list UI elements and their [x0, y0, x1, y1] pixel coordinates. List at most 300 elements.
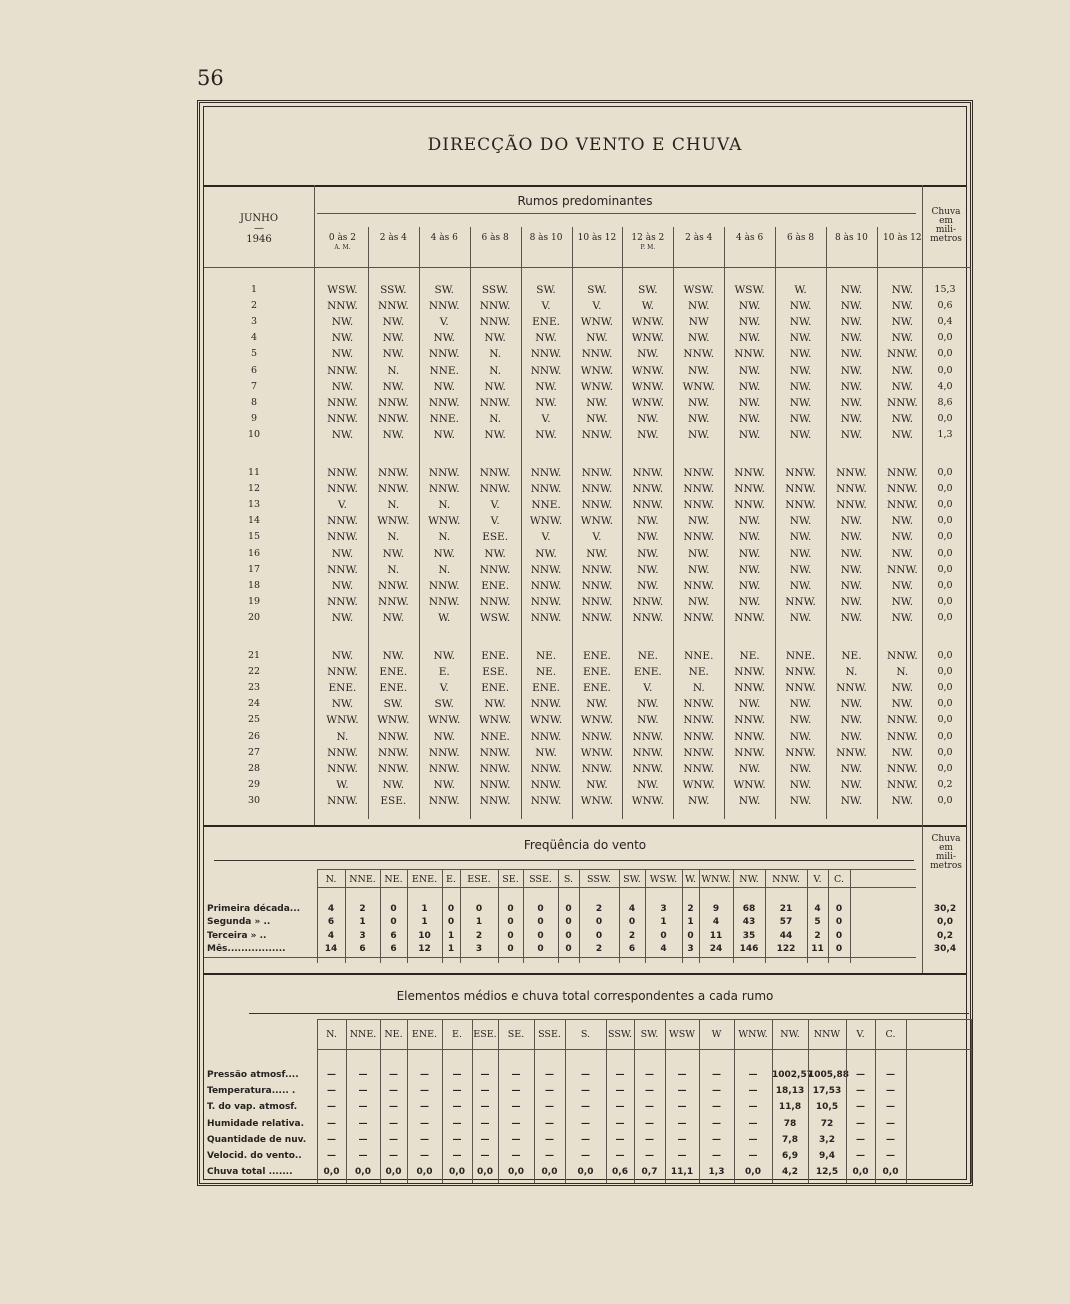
- elem-cell: 0,0: [385, 1167, 402, 1178]
- freq-column-header: E.: [446, 874, 456, 885]
- direction-cell: NW.: [331, 611, 354, 624]
- elem-cell: 0,0: [449, 1167, 465, 1178]
- direction-cell: N.: [387, 499, 400, 512]
- direction-cell: NNW.: [734, 666, 765, 679]
- direction-cell: NW.: [840, 698, 863, 711]
- rain-header-line: mili-: [935, 225, 957, 235]
- period-label: 10 às 12: [577, 233, 617, 243]
- direction-cell: NW.: [840, 762, 863, 775]
- direction-cell: V.: [541, 531, 551, 544]
- direction-cell: SW.: [587, 284, 607, 296]
- freq-row: [204, 904, 971, 917]
- direction-cell: N.: [387, 364, 400, 377]
- elem-column-header: NW.: [780, 1029, 800, 1040]
- direction-cell: NW.: [738, 579, 761, 592]
- direction-cell: NNW.: [530, 611, 562, 624]
- elem-cell: 72: [820, 1118, 834, 1129]
- freq-section-title: Freqüência do vento: [523, 838, 647, 852]
- period-header: [368, 233, 419, 243]
- direction-cell: NW.: [891, 611, 914, 624]
- direction-cell: ESE.: [482, 666, 509, 679]
- column-rule: [922, 185, 923, 825]
- column-rule: [442, 869, 443, 963]
- day-cell: 9: [250, 412, 258, 424]
- direction-cell: NNW.: [887, 467, 918, 479]
- direction-cell: NE.: [535, 666, 557, 679]
- elem-cell: —: [511, 1070, 521, 1080]
- direction-cell: NW.: [688, 332, 710, 345]
- period-label: 10 às 12: [883, 233, 922, 243]
- direction-cell: NW.: [738, 364, 761, 377]
- period-label: 6 às 8: [786, 233, 815, 243]
- freq-cell: 11: [811, 943, 824, 954]
- direction-cell: NNW.: [530, 483, 562, 496]
- elem-cell: —: [712, 1102, 721, 1113]
- column-rule: [419, 227, 420, 819]
- column-rule: [407, 869, 408, 963]
- direction-cell: V.: [541, 300, 551, 313]
- period-sub: A. M.: [334, 244, 351, 251]
- rain-cell: 0,0: [937, 483, 953, 495]
- period-header: [470, 233, 521, 243]
- period-label: 2 às 4: [685, 233, 713, 243]
- table-row: [204, 531, 971, 547]
- column-rule: [699, 869, 700, 963]
- row-label: T. do vap. atmosf.: [207, 1102, 298, 1113]
- direction-cell: SW.: [536, 284, 556, 296]
- freq-rain-cell: 0,2: [937, 930, 953, 941]
- direction-cell: W.: [438, 611, 451, 624]
- direction-cell: NNW.: [734, 467, 765, 479]
- elem-column-header: ESE.: [473, 1029, 497, 1040]
- direction-cell: NNW.: [581, 428, 613, 441]
- direction-cell: WNW.: [377, 515, 410, 528]
- direction-cell: NW.: [688, 396, 710, 409]
- elem-column-header: E.: [452, 1029, 462, 1040]
- elem-column-header: WNW.: [738, 1029, 768, 1040]
- title-separator: [204, 185, 966, 187]
- direction-cell: V.: [490, 515, 500, 528]
- direction-cell: NW.: [535, 396, 557, 409]
- direction-cell: NW.: [840, 730, 863, 743]
- direction-cell: NW.: [789, 547, 812, 560]
- elem-row: [204, 1070, 971, 1086]
- direction-cell: NW.: [789, 698, 812, 711]
- year-label: 1946: [246, 234, 272, 245]
- direction-cell: WNW.: [428, 515, 461, 528]
- direction-cell: NW.: [891, 531, 914, 544]
- elem-column-header: S.: [580, 1029, 591, 1040]
- direction-cell: NW.: [382, 348, 405, 361]
- rain-header-line: Chuva: [931, 207, 961, 217]
- row-label: Pressão atmosf....: [207, 1070, 299, 1080]
- direction-cell: NNW.: [683, 579, 715, 592]
- direction-cell: NW.: [891, 412, 914, 425]
- direction-cell: NW.: [891, 300, 914, 313]
- day-cell: 18: [247, 579, 261, 591]
- table-row: [204, 731, 971, 747]
- column-rule: [317, 1019, 318, 1183]
- direction-cell: NNW.: [479, 794, 511, 807]
- direction-cell: NW.: [688, 595, 710, 608]
- direction-cell: W.: [336, 778, 349, 791]
- table-row: [204, 332, 971, 348]
- elem-cell: —: [677, 1151, 687, 1161]
- direction-cell: WNW.: [631, 364, 664, 377]
- day-cell: 8: [250, 396, 258, 408]
- column-rule: [380, 869, 381, 963]
- direction-cell: NNW.: [683, 467, 715, 479]
- direction-cell: WNW.: [580, 380, 614, 393]
- direction-cell: NW.: [738, 794, 761, 807]
- column-rule: [368, 227, 369, 819]
- direction-cell: NNW.: [530, 364, 562, 377]
- freq-column-header: SSW.: [587, 874, 611, 885]
- direction-cell: NW.: [789, 428, 812, 441]
- row-rule: [317, 213, 916, 214]
- direction-cell: NW.: [331, 650, 354, 662]
- day-cell: 23: [247, 682, 261, 694]
- rain-cell: 0,0: [937, 563, 953, 575]
- table-row: [204, 564, 971, 580]
- elem-cell: —: [358, 1134, 368, 1145]
- direction-cell: NW.: [484, 428, 506, 441]
- direction-cell: V.: [439, 316, 449, 329]
- direction-cell: NNW.: [530, 348, 562, 361]
- freq-column-header: NNE.: [349, 874, 376, 885]
- elem-cell: —: [856, 1102, 865, 1113]
- table-row: [204, 580, 971, 596]
- rain-cell: 1,3: [937, 428, 953, 440]
- direction-cell: NNE.: [785, 650, 816, 662]
- elem-cell: —: [748, 1151, 758, 1161]
- freq-cell: 24: [709, 943, 723, 954]
- rain-header-line: metros: [930, 234, 962, 244]
- direction-cell: NW.: [586, 547, 608, 560]
- direction-cell: NW.: [331, 332, 354, 345]
- direction-cell: NW.: [738, 595, 761, 608]
- direction-cell: NW.: [891, 698, 914, 711]
- column-rule: [345, 869, 346, 963]
- direction-cell: NW.: [586, 698, 608, 711]
- direction-cell: NW.: [484, 698, 506, 711]
- direction-cell: NE.: [535, 650, 557, 662]
- elem-cell: 0,0: [882, 1167, 899, 1178]
- direction-cell: NNW.: [327, 515, 358, 528]
- column-rule: [846, 1019, 847, 1183]
- period-label: 8 às 10: [835, 233, 868, 243]
- elem-cell: —: [511, 1118, 521, 1129]
- freq-cell: 146: [739, 943, 759, 954]
- elem-cell: —: [645, 1151, 654, 1161]
- direction-cell: NW.: [891, 682, 914, 695]
- elem-cell: 0,0: [745, 1167, 761, 1178]
- table-row: [204, 365, 971, 381]
- column-rule: [606, 1019, 607, 1183]
- direction-cell: NW.: [789, 579, 812, 592]
- elem-cell: 0,0: [355, 1167, 371, 1178]
- direction-cell: WNW.: [529, 714, 563, 727]
- direction-cell: NNW.: [683, 714, 715, 727]
- column-rule: [807, 869, 808, 963]
- column-rule: [877, 227, 878, 819]
- rain-cell: 0,0: [937, 682, 953, 694]
- elem-cell: —: [327, 1151, 336, 1161]
- direction-cell: N.: [489, 364, 502, 377]
- row-rule: [204, 267, 971, 268]
- elem-cell: —: [615, 1070, 625, 1080]
- freq-cell: 0: [537, 904, 544, 914]
- direction-cell: NNW.: [530, 778, 562, 791]
- column-rule: [673, 227, 674, 819]
- direction-cell: V.: [490, 499, 500, 512]
- column-rule: [699, 1019, 700, 1183]
- elem-cell: —: [327, 1102, 336, 1113]
- direction-cell: NW.: [535, 547, 557, 560]
- elem-column-header: SSE.: [538, 1029, 561, 1040]
- elem-cell: —: [420, 1151, 429, 1161]
- direction-cell: WNW.: [682, 778, 715, 791]
- column-rule: [346, 1019, 347, 1183]
- direction-cell: V.: [592, 531, 602, 544]
- month-header: [204, 212, 314, 246]
- direction-cell: NW.: [535, 332, 557, 345]
- table-row: [204, 348, 971, 364]
- elem-cell: 6,9: [782, 1151, 798, 1161]
- freq-cell: 0: [390, 917, 397, 928]
- direction-cell: NNW.: [683, 698, 715, 711]
- direction-cell: NW.: [789, 531, 812, 544]
- direction-cell: NW.: [738, 762, 761, 775]
- freq-brace: [214, 860, 914, 867]
- table-row: [204, 650, 971, 666]
- direction-cell: NW.: [738, 332, 761, 345]
- elem-cell: —: [389, 1134, 398, 1145]
- direction-cell: NW.: [433, 380, 455, 393]
- direction-cell: NW.: [891, 515, 914, 528]
- elem-cell: —: [327, 1070, 336, 1080]
- direction-cell: NW.: [382, 650, 405, 662]
- column-rule: [808, 1019, 809, 1183]
- rain-header-line: metros: [930, 861, 962, 871]
- freq-cell: 1: [447, 943, 455, 954]
- elem-row: [204, 1102, 971, 1118]
- table-row: [204, 429, 971, 445]
- rain-cell: 0,0: [937, 348, 953, 360]
- freq-cell: 57: [779, 917, 793, 928]
- elem-cell: —: [389, 1102, 398, 1113]
- elem-cell: —: [677, 1102, 687, 1113]
- direction-cell: WNW.: [631, 380, 664, 393]
- direction-cell: NNW.: [785, 746, 816, 759]
- direction-cell: NW.: [789, 380, 812, 393]
- direction-cell: NNE.: [429, 412, 459, 425]
- direction-cell: N.: [896, 666, 909, 679]
- freq-cell: 4: [814, 904, 821, 914]
- direction-cell: NNE.: [684, 650, 714, 662]
- elem-cell: —: [748, 1134, 758, 1145]
- direction-cell: NW.: [789, 563, 812, 576]
- direction-cell: NNW.: [683, 483, 715, 496]
- direction-cell: NW.: [891, 428, 914, 441]
- direction-cell: NW.: [840, 364, 863, 377]
- elem-cell: —: [677, 1134, 687, 1145]
- direction-cell: NW.: [840, 316, 863, 329]
- freq-cell: 0: [595, 917, 603, 928]
- direction-cell: NW.: [891, 579, 914, 592]
- direction-cell: NW.: [891, 380, 914, 393]
- direction-cell: NNW.: [581, 762, 613, 775]
- column-rule: [682, 869, 683, 963]
- freq-cell: 0: [687, 930, 694, 941]
- freq-row: [204, 944, 971, 957]
- period-header: [521, 233, 572, 243]
- elem-cell: —: [452, 1134, 462, 1145]
- freq-cell: 2: [595, 904, 603, 914]
- freq-cell: 2: [595, 943, 603, 954]
- day-cell: 11: [247, 467, 261, 478]
- direction-cell: SW.: [434, 284, 454, 296]
- direction-cell: NNW.: [378, 467, 409, 479]
- column-rule: [826, 227, 827, 819]
- direction-cell: NNW.: [581, 611, 613, 624]
- elem-column-header: W: [711, 1029, 722, 1040]
- direction-cell: NW.: [586, 778, 608, 791]
- direction-cell: NW.: [535, 380, 557, 393]
- elem-column-header: NNE.: [349, 1029, 377, 1040]
- direction-cell: ENE.: [379, 666, 408, 679]
- day-cell: 30: [247, 794, 261, 806]
- table-row: [204, 763, 971, 779]
- elem-cell: —: [327, 1086, 336, 1097]
- direction-cell: NW.: [789, 396, 812, 409]
- direction-cell: NNW.: [836, 682, 867, 695]
- day-cell: 22: [247, 666, 261, 678]
- elem-row: [204, 1135, 971, 1151]
- elem-row: [204, 1151, 971, 1167]
- direction-cell: NNW.: [734, 714, 765, 727]
- direction-cell: NW.: [789, 730, 812, 743]
- direction-cell: NNW.: [683, 746, 715, 759]
- elem-cell: —: [615, 1151, 625, 1161]
- direction-cell: WNW.: [580, 746, 614, 759]
- elem-cell: —: [856, 1086, 865, 1097]
- elem-cell: 18,13: [775, 1086, 805, 1097]
- freq-cell: 0: [447, 917, 455, 928]
- direction-cell: NW.: [688, 563, 710, 576]
- direction-cell: NNW.: [581, 579, 613, 592]
- direction-cell: NNW.: [581, 499, 613, 512]
- rain-cell: 0,0: [937, 730, 953, 742]
- direction-cell: V.: [439, 682, 449, 695]
- column-rule: [579, 869, 580, 963]
- elem-cell: —: [712, 1151, 721, 1161]
- period-label: 2 às 4: [379, 233, 407, 243]
- direction-cell: NNW.: [327, 746, 358, 759]
- direction-cell: NW.: [331, 698, 354, 711]
- freq-cell: 6: [327, 917, 335, 928]
- period-header: [724, 233, 775, 243]
- freq-cell: 4: [327, 930, 335, 941]
- direction-cell: NW.: [789, 364, 812, 377]
- elem-cell: —: [856, 1118, 865, 1129]
- elem-cell: —: [420, 1070, 429, 1080]
- rain-cell: 0,2: [937, 778, 953, 790]
- direction-cell: WNW.: [682, 380, 715, 393]
- elem-column-header: NNW: [813, 1029, 841, 1040]
- direction-cell: NW.: [738, 563, 761, 576]
- direction-cell: NW.: [840, 284, 863, 296]
- direction-cell: NNW.: [581, 483, 613, 496]
- elem-cell: 12,5: [815, 1167, 839, 1178]
- direction-cell: NNW.: [734, 348, 765, 361]
- direction-cell: ESE.: [380, 794, 407, 807]
- direction-cell: NNW.: [581, 595, 613, 608]
- direction-cell: WSW.: [479, 611, 511, 624]
- row-label: Terceira » ..: [207, 930, 267, 941]
- freq-cell: 0: [565, 930, 572, 941]
- elem-cell: 1005,88: [808, 1070, 849, 1080]
- freq-cell: 0: [507, 930, 514, 941]
- freq-column-header: ENE.: [411, 874, 438, 885]
- direction-cell: NNW.: [632, 746, 664, 759]
- direction-cell: NNW.: [734, 611, 765, 624]
- elem-cell: —: [389, 1070, 398, 1080]
- column-rule: [314, 185, 315, 825]
- elem-cell: —: [748, 1102, 758, 1113]
- direction-cell: ENE.: [481, 650, 510, 662]
- freq-column-header: S.: [563, 874, 574, 885]
- rain-cell: 0,6: [937, 300, 953, 312]
- freq-cell: 0: [390, 904, 397, 914]
- period-header: [572, 233, 623, 243]
- direction-cell: NNW.: [378, 412, 409, 425]
- freq-cell: 4: [712, 917, 720, 928]
- rain-cell: 0,0: [937, 515, 953, 527]
- direction-cell: NW.: [738, 316, 761, 329]
- page-title: DIRECÇÃO DO VENTO E CHUVA: [427, 135, 743, 155]
- direction-cell: NW.: [637, 428, 659, 441]
- freq-cell: 3: [359, 930, 366, 941]
- elem-cell: —: [581, 1134, 590, 1145]
- rain-cell: 0,0: [937, 467, 953, 478]
- direction-cell: NNW.: [479, 396, 511, 409]
- direction-cell: NNW.: [632, 762, 664, 775]
- direction-cell: NW.: [433, 778, 455, 791]
- direction-cell: V.: [337, 499, 347, 512]
- direction-cell: NNW.: [428, 579, 460, 592]
- column-rule: [317, 869, 318, 963]
- elem-cell: 7,8: [782, 1134, 798, 1145]
- direction-cell: ENE.: [379, 682, 408, 695]
- direction-cell: NW.: [891, 794, 914, 807]
- direction-cell: NW.: [840, 428, 863, 441]
- direction-cell: NW.: [637, 563, 659, 576]
- table-row: [204, 795, 971, 811]
- direction-cell: SSW.: [481, 284, 509, 296]
- direction-cell: NW.: [484, 380, 506, 393]
- elem-cell: 3,2: [819, 1134, 835, 1145]
- elem-cell: —: [452, 1102, 462, 1113]
- day-cell: 29: [247, 778, 261, 790]
- direction-cell: NNW.: [887, 499, 918, 512]
- direction-cell: NNW.: [785, 467, 816, 479]
- column-rule: [534, 1019, 535, 1183]
- row-rule: [204, 957, 916, 958]
- direction-cell: NW.: [840, 778, 863, 791]
- freq-column-header: NW.: [739, 874, 759, 885]
- direction-cell: NW.: [840, 714, 863, 727]
